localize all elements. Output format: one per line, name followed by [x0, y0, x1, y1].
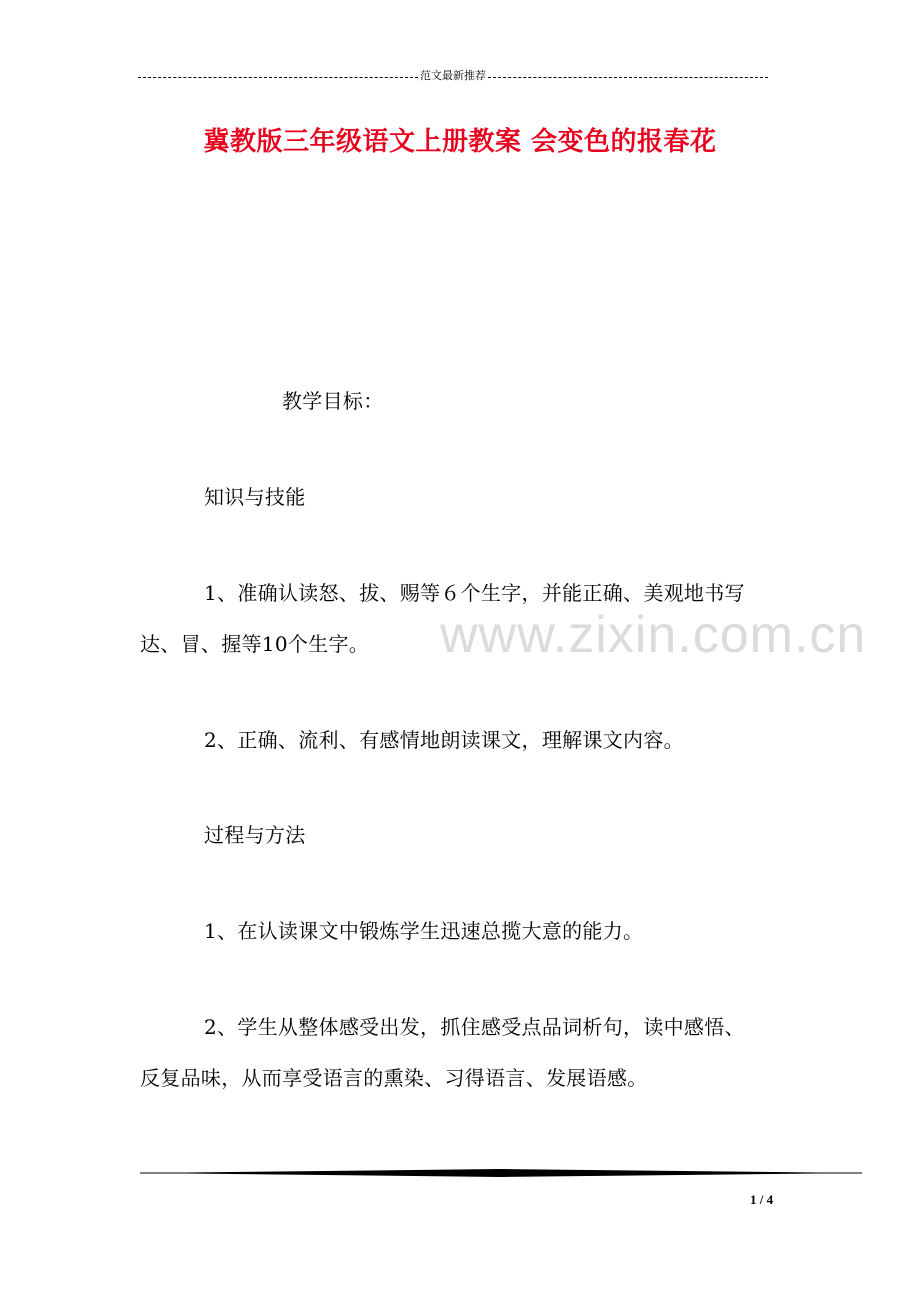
paragraph-goal-1-line-2: 达、冒、握等10个生字。: [140, 632, 370, 656]
header-dashes-right: [488, 77, 768, 78]
paragraph-method-2-line-2: 反复品味，从而享受语言的熏染、习得语言、发展语感。: [140, 1066, 648, 1090]
document-title: 冀教版三年级语文上册教案 会变色的报春花: [203, 127, 717, 157]
paragraph-method-2-line-1: 2、学生从整体感受出发，抓住感受点品词析句，读中感悟、: [204, 1015, 745, 1039]
header-dashes-left: [138, 77, 418, 78]
page-number: 1 / 4: [750, 1192, 774, 1207]
section-heading-teaching-goals: 教学目标：: [282, 389, 384, 413]
footer-rule: [140, 1166, 862, 1180]
paragraph-goal-2: 2、正确、流利、有感情地朗读课文，理解课文内容。: [204, 728, 684, 752]
subheading-knowledge-skills: 知识与技能: [204, 485, 306, 509]
paragraph-goal-1-line-1: 1、准确认读怒、拔、赐等６个生字，并能正确、美观地书写: [204, 581, 745, 605]
page-header: [138, 68, 768, 84]
paragraph-method-1: 1、在认读课文中锻炼学生迅速总揽大意的能力。: [204, 919, 644, 943]
header-label: 范文最新推荐: [420, 70, 486, 82]
subheading-process-method: 过程与方法: [204, 823, 306, 847]
watermark: www.zixin.com.cn: [440, 606, 867, 664]
